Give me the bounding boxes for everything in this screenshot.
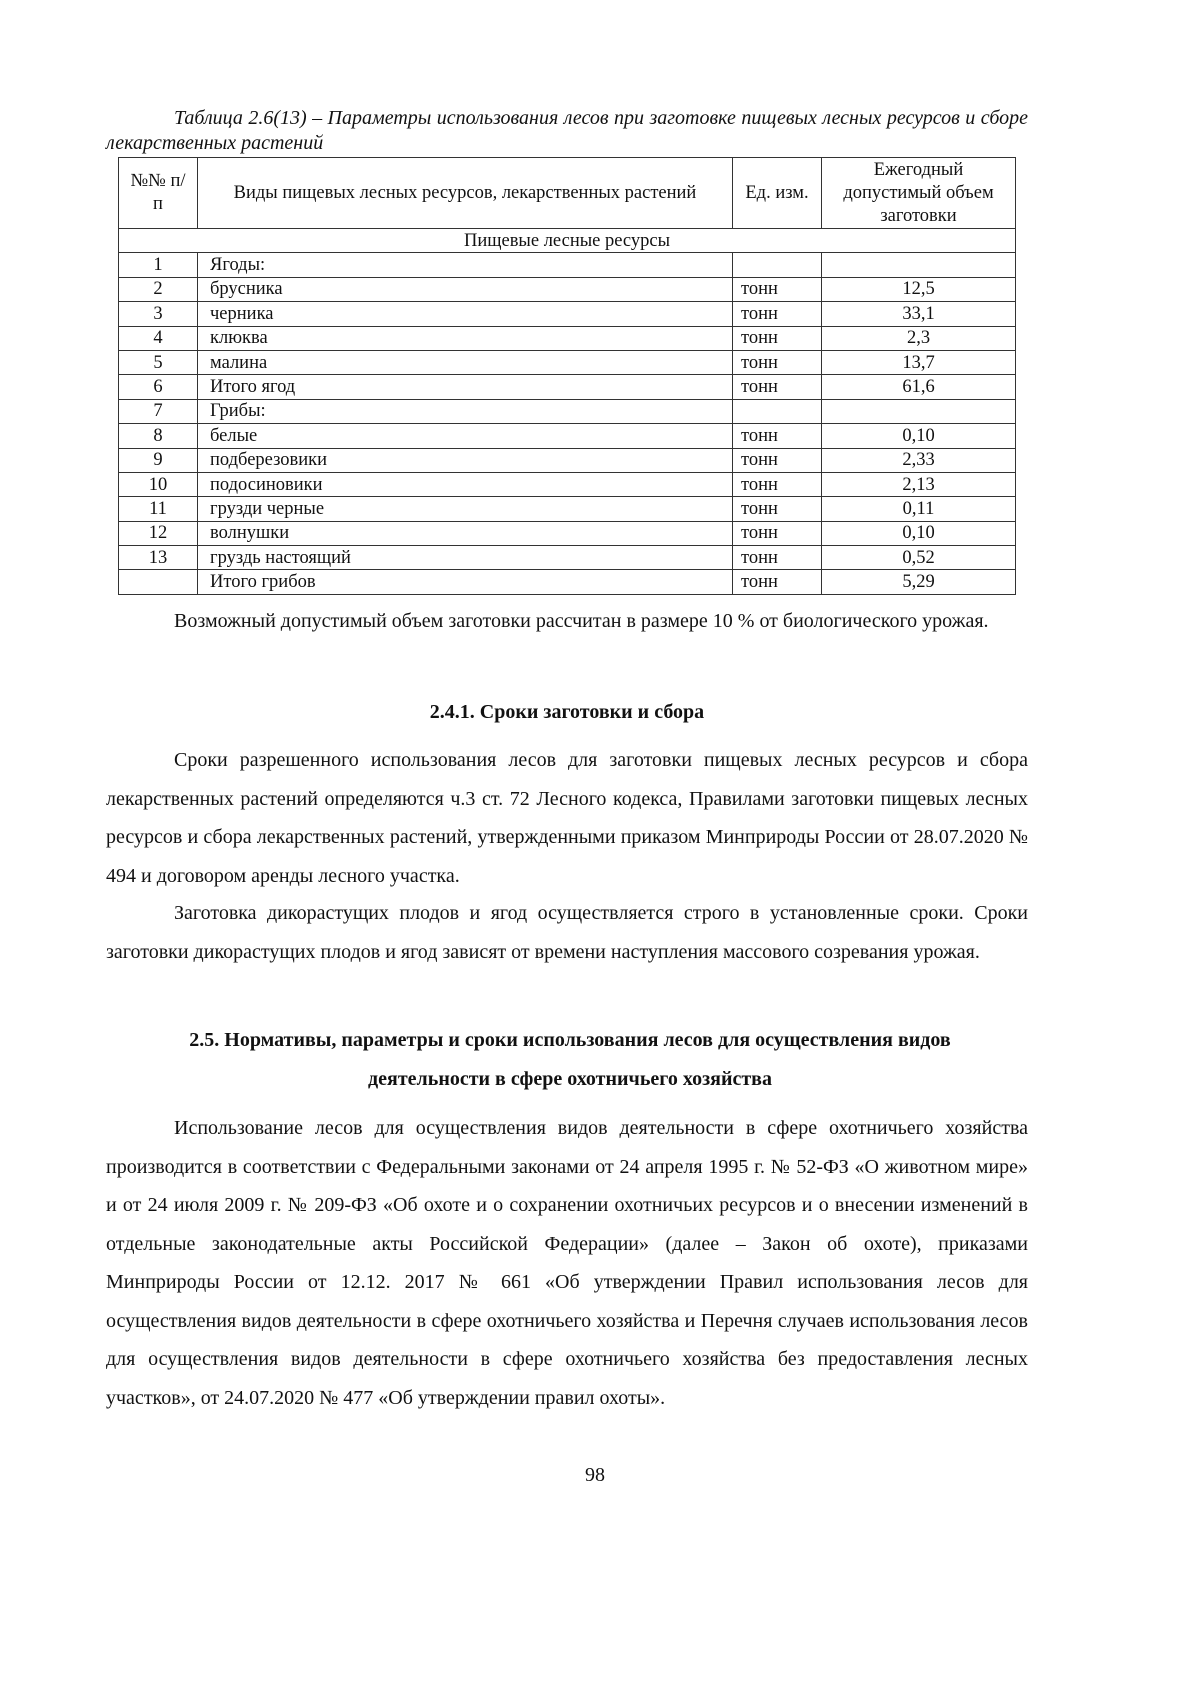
header-number: №№ п/п: [119, 158, 198, 229]
row-unit: [733, 253, 822, 277]
row-unit: тонн: [733, 497, 822, 521]
table-row: [119, 253, 1016, 277]
table-row: [119, 277, 1016, 301]
row-volume: 0,11: [822, 497, 1016, 521]
row-volume: 2,13: [822, 472, 1016, 496]
row-volume: 0,10: [822, 521, 1016, 545]
row-unit: тонн: [733, 570, 822, 594]
row-resource: Итого ягод: [198, 375, 733, 399]
header-volume: Ежегодный допустимый объем заготовки: [822, 158, 1016, 229]
row-volume: 13,7: [822, 350, 1016, 374]
table-row: [119, 521, 1016, 545]
row-resource: малина: [198, 350, 733, 374]
table-row: [119, 497, 1016, 521]
row-resource: Ягоды:: [198, 253, 733, 277]
paragraph-volume-note: Возможный допустимый объем заготовки рассчитан в размере 10 % от биологического урожая.: [174, 610, 989, 632]
row-unit: тонн: [733, 375, 822, 399]
row-volume: [822, 253, 1016, 277]
row-unit: тонн: [733, 302, 822, 326]
table-row: [119, 302, 1016, 326]
row-resource: белые: [198, 424, 733, 448]
heading-2-5: 2.5. Нормативы, параметры и сроки использования лесов для осуществления видов деятельности в сфере охотничьего хозяйства: [189, 1029, 951, 1090]
row-resource: Грибы:: [198, 399, 733, 423]
paragraph-harvest: Заготовка дикорастущих плодов и ягод осуществляется строго в установленные сроки. Сроки заготовки дикорастущих плодов и ягод зависят от времени наступления массового созревания урожая.: [106, 902, 1028, 963]
table-header: [119, 158, 1016, 229]
row-volume: 2,33: [822, 448, 1016, 472]
paragraph-terms: Сроки разрешенного использования лесов для заготовки пищевых лесных ресурсов и сбора лекарственных растений определяются ч.3 ст. 72 Лесного кодекса, Правилами заготовки пищевых лесных ресурсов и сбора лекарственных растений, утвержденными приказом Минприроды России от 28.07.2020 № 494 и договором аренды лесного участка.: [106, 749, 1028, 887]
header-resource: Виды пищевых лесных ресурсов, лекарственных растений: [198, 158, 733, 229]
row-number: 2: [119, 277, 198, 301]
heading-2-4-1: 2.4.1. Сроки заготовки и сбора: [429, 701, 705, 723]
row-volume: 33,1: [822, 302, 1016, 326]
row-number: 7: [119, 399, 198, 423]
row-volume: 0,10: [822, 424, 1016, 448]
row-resource: груздь настоящий: [198, 546, 733, 570]
section-row: Пищевые лесные ресурсы: [119, 229, 1016, 253]
row-resource: подберезовики: [198, 448, 733, 472]
row-unit: тонн: [733, 424, 822, 448]
row-resource: подосиновики: [198, 472, 733, 496]
row-number: 3: [119, 302, 198, 326]
row-unit: тонн: [733, 521, 822, 545]
row-number: 6: [119, 375, 198, 399]
row-volume: [822, 399, 1016, 423]
table-row: [119, 350, 1016, 374]
row-number: 5: [119, 350, 198, 374]
row-number: 10: [119, 472, 198, 496]
row-unit: тонн: [733, 472, 822, 496]
row-resource: черника: [198, 302, 733, 326]
row-unit: тонн: [733, 277, 822, 301]
table-row: [119, 399, 1016, 423]
row-number: 1: [119, 253, 198, 277]
row-volume: 12,5: [822, 277, 1016, 301]
table-row: [119, 326, 1016, 350]
row-unit: [733, 399, 822, 423]
row-resource: грузди черные: [198, 497, 733, 521]
table-row: [119, 424, 1016, 448]
row-resource: брусника: [198, 277, 733, 301]
row-unit: тонн: [733, 350, 822, 374]
row-number: 13: [119, 546, 198, 570]
row-unit: тонн: [733, 546, 822, 570]
table-row: [119, 448, 1016, 472]
row-number: [119, 570, 198, 594]
row-volume: 0,52: [822, 546, 1016, 570]
header-unit: Ед. изм.: [733, 158, 822, 229]
row-number: 11: [119, 497, 198, 521]
page-number: 98: [585, 1464, 605, 1486]
row-number: 8: [119, 424, 198, 448]
row-unit: тонн: [733, 326, 822, 350]
row-volume: 61,6: [822, 375, 1016, 399]
table-row: [119, 472, 1016, 496]
table-row: [119, 546, 1016, 570]
row-volume: 5,29: [822, 570, 1016, 594]
resources-table: [118, 157, 1016, 595]
table-row: [119, 375, 1016, 399]
row-number: 9: [119, 448, 198, 472]
row-resource: волнушки: [198, 521, 733, 545]
table-caption: Таблица 2.6(13) – Параметры использования лесов при заготовке пищевых лесных ресурсов и сборе лекарственных растений: [106, 107, 1028, 154]
paragraph-hunting: Использование лесов для осуществления видов деятельности в сфере охотничьего хозяйства производится в соответствии с Федеральными законами от 24 апреля 1995 г. № 52-ФЗ «О животном мире» и от 24 июля 2009 г. № 209-ФЗ «Об охоте и о сохранении охотничьих ресурсов и о внесении изменений в отдельные законодательные акты Российской Федерации» (далее – Закон об охоте), приказами Минприроды России от 12.12. 2017 № 661 «Об утверждении Правил использования лесов для осуществления видов деятельности в сфере охотничьего хозяйства и Перечня случаев использования лесов для осуществления видов деятельности в сфере охотничьего хозяйства без предоставления лесных участков», от 24.07.2020 № 477 «Об утверждении правил охоты».: [106, 1117, 1028, 1409]
table-row: [119, 570, 1016, 594]
row-unit: тонн: [733, 448, 822, 472]
row-resource: клюква: [198, 326, 733, 350]
row-number: 12: [119, 521, 198, 545]
row-volume: 2,3: [822, 326, 1016, 350]
row-resource: Итого грибов: [198, 570, 733, 594]
row-number: 4: [119, 326, 198, 350]
